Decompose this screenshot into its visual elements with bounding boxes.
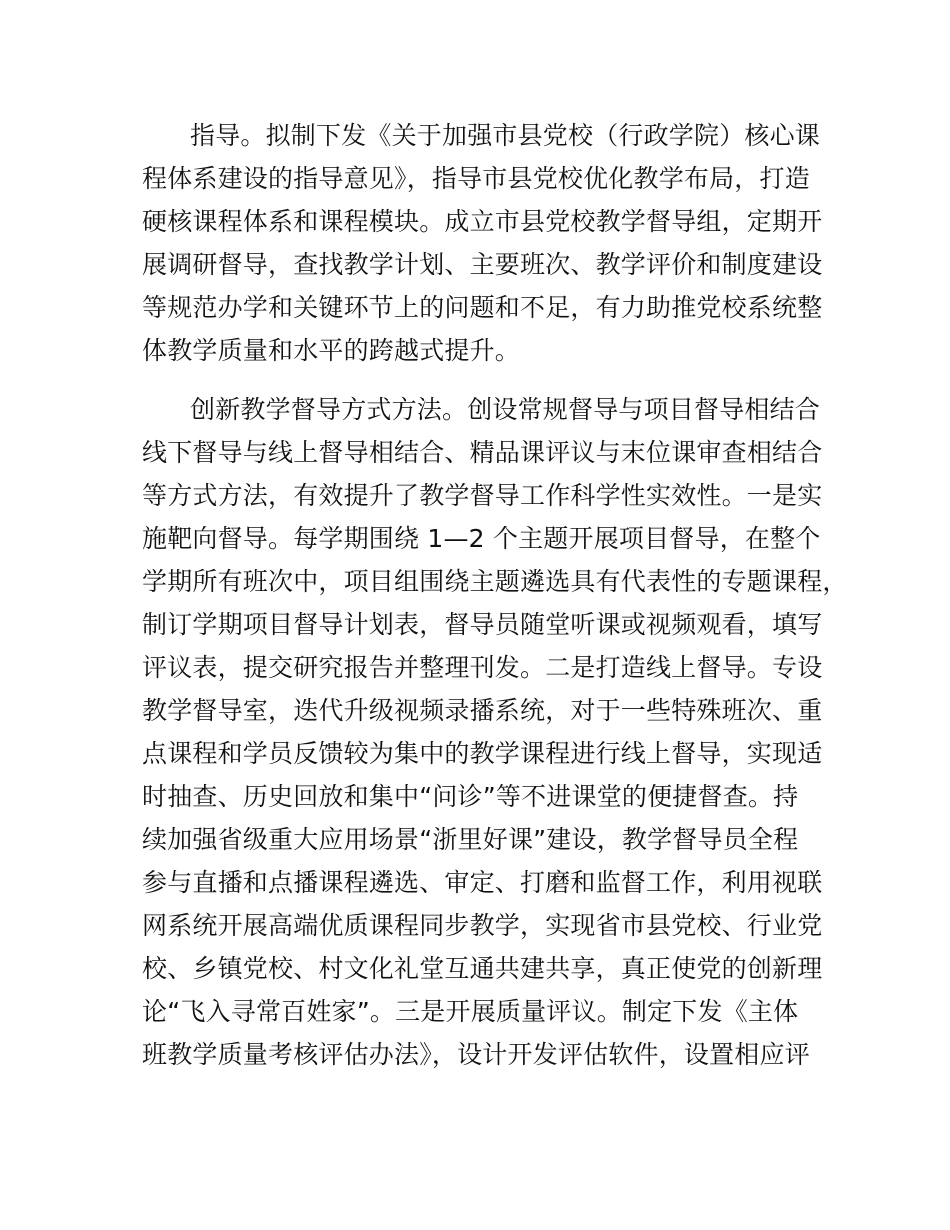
paragraph-1-line-5: 等规范办学和关键环节上的问题和不足，有力助推党校系统整 xyxy=(142,293,823,322)
paragraph-2-line-6: 制订学期项目督导计划表，督导员随堂听课或视频观看，填写 xyxy=(142,610,823,639)
paragraph-2-line-10: 时抽查、历史回放和集中“问诊”等不进课堂的便捷督查。持 xyxy=(142,782,799,811)
paragraph-2-line-2: 线下督导与线上督导相结合、精品课评议与末位课审查相结合 xyxy=(142,438,823,467)
paragraph-1-line-3: 硬核课程体系和课程模块。成立市县党校教学督导组，定期开 xyxy=(142,207,823,236)
paragraph-2-line-16: 班教学质量考核评估办法》，设计开发评估软件，设置相应评 xyxy=(142,1040,810,1069)
paragraph-1-line-1: 指导。拟制下发《关于加强市县党校（行政学院）核心课 xyxy=(190,121,821,150)
paragraph-2-line-1: 创新教学督导方式方法。创设常规督导与项目督导相结合 xyxy=(190,395,821,424)
paragraph-2-line-5: 学期所有班次中，项目组围绕主题遴选具有代表性的专题课程， xyxy=(142,567,848,596)
paragraph-2-line-15: 论“飞入寻常百姓家”。三是开展质量评议。制定下发《主体 xyxy=(142,997,799,1026)
paragraph-2-line-3: 等方式方法，有效提升了教学督导工作科学性实效性。一是实 xyxy=(142,481,823,510)
paragraph-2-line-9: 点课程和学员反馈较为集中的教学课程进行线上督导，实现适 xyxy=(142,739,823,768)
paragraph-2-line-8: 教学督导室，迭代升级视频录播系统，对于一些特殊班次、重 xyxy=(142,696,823,725)
paragraph-1-line-2: 程体系建设的指导意见》，指导市县党校优化教学布局，打造 xyxy=(142,164,810,193)
paragraph-2-line-11: 续加强省级重大应用场景“浙里好课”建设，教学督导员全程 xyxy=(142,825,799,854)
paragraph-2-line-12: 参与直播和点播课程遴选、审定、打磨和监督工作，利用视联 xyxy=(142,868,823,897)
paragraph-2-line-13: 网系统开展高端优质课程同步教学，实现省市县党校、行业党 xyxy=(142,911,823,940)
paragraph-2-line-7: 评议表，提交研究报告并整理刊发。二是打造线上督导。专设 xyxy=(142,653,823,682)
paragraph-1-line-4: 展调研督导，查找教学计划、主要班次、教学评价和制度建设 xyxy=(142,250,823,279)
paragraph-2-line-4: 施靶向督导。每学期围绕 1—2 个主题开展项目督导，在整个 xyxy=(142,524,821,553)
paragraph-1-line-6: 体教学质量和水平的跨越式提升。 xyxy=(142,336,521,365)
paragraph-2-line-14: 校、乡镇党校、村文化礼堂互通共建共享，真正使党的创新理 xyxy=(142,954,823,983)
